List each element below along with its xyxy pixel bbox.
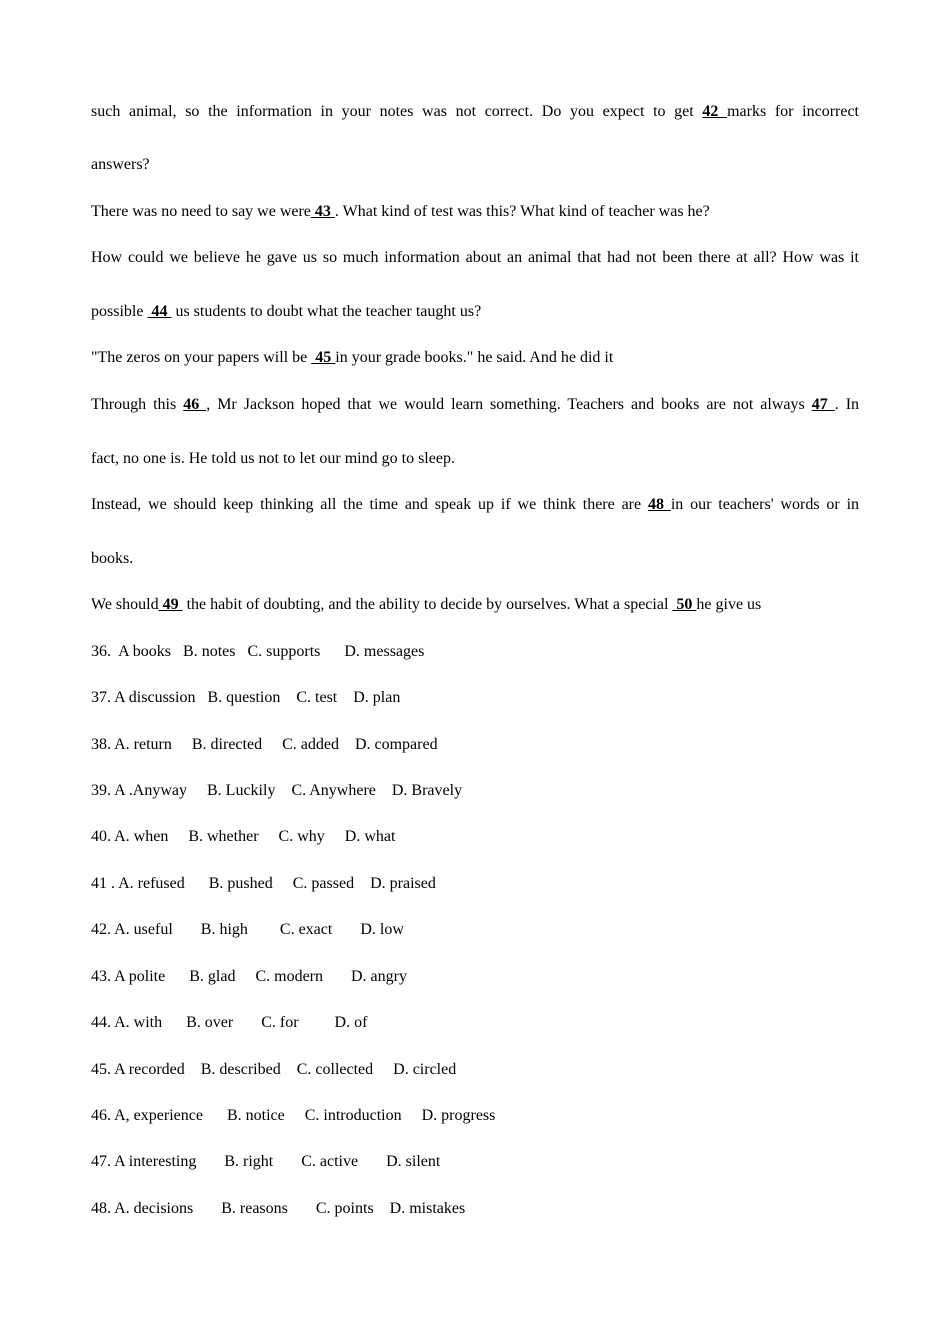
question-43-options: 43. A polite B. glad C. modern D. angry: [91, 968, 407, 985]
question-42-options: 42. A. useful B. high C. exact D. low: [91, 921, 404, 938]
question-47-options: 47. A interesting B. right C. active D. silent: [91, 1153, 441, 1170]
question-38-options: 38. A. return B. directed C. added D. compared: [91, 736, 438, 753]
question-41-options: 41 . A. refused B. pushed C. passed D. praised: [91, 875, 436, 892]
passage-line-9: Instead, we should keep thinking all the time and speak up if we think there are 48 in our teachers' words or in: [91, 496, 860, 513]
blank-50: 50: [672, 596, 697, 613]
blank-45: 45: [311, 349, 336, 366]
passage-line-7: Through this 46 , Mr Jackson hoped that we would learn something. Teachers and books are not always 47 . In: [91, 396, 860, 413]
blank-48: 48: [647, 496, 671, 513]
passage-line-11: We should 49 the habit of doubting, and the ability to decide by ourselves. What a special 50 he give us: [91, 596, 762, 613]
blank-49: 49: [158, 596, 183, 613]
question-46-options: 46. A, experience B. notice C. introduction D. progress: [91, 1107, 496, 1124]
passage-line-2: answers?: [91, 156, 150, 173]
passage-line-5: possible 44 us students to doubt what the teacher taught us?: [91, 303, 482, 320]
blank-46: 46: [183, 396, 207, 413]
blank-43: 43: [310, 203, 335, 220]
question-48-options: 48. A. decisions B. reasons C. points D. mistakes: [91, 1200, 466, 1217]
blank-44: 44: [147, 303, 172, 320]
passage-line-4: How could we believe he gave us so much information about an animal that had not been there at all? How was it: [91, 249, 859, 266]
passage-line-1: such animal, so the information in your notes was not correct. Do you expect to get 42 marks for incorrect: [91, 103, 860, 120]
passage-line-6: "The zeros on your papers will be 45 in your grade books." he said. And he did it: [91, 349, 614, 366]
question-40-options: 40. A. when B. whether C. why D. what: [91, 828, 396, 845]
passage-line-8: fact, no one is. He told us not to let our mind go to sleep.: [91, 450, 455, 467]
question-37-options: 37. A discussion B. question C. test D. plan: [91, 689, 401, 706]
question-44-options: 44. A. with B. over C. for D. of: [91, 1014, 368, 1031]
blank-47: 47: [811, 396, 835, 413]
question-45-options: 45. A recorded B. described C. collected D. circled: [91, 1061, 457, 1078]
blank-42: 42: [702, 103, 728, 120]
question-36-options: 36. A books B. notes C. supports D. messages: [91, 643, 425, 660]
passage-line-3: There was no need to say we were 43 . What kind of test was this? What kind of teacher was he?: [91, 203, 710, 220]
question-39-options: 39. A .Anyway B. Luckily C. Anywhere D. Bravely: [91, 782, 463, 799]
passage-line-10: books.: [91, 550, 134, 567]
